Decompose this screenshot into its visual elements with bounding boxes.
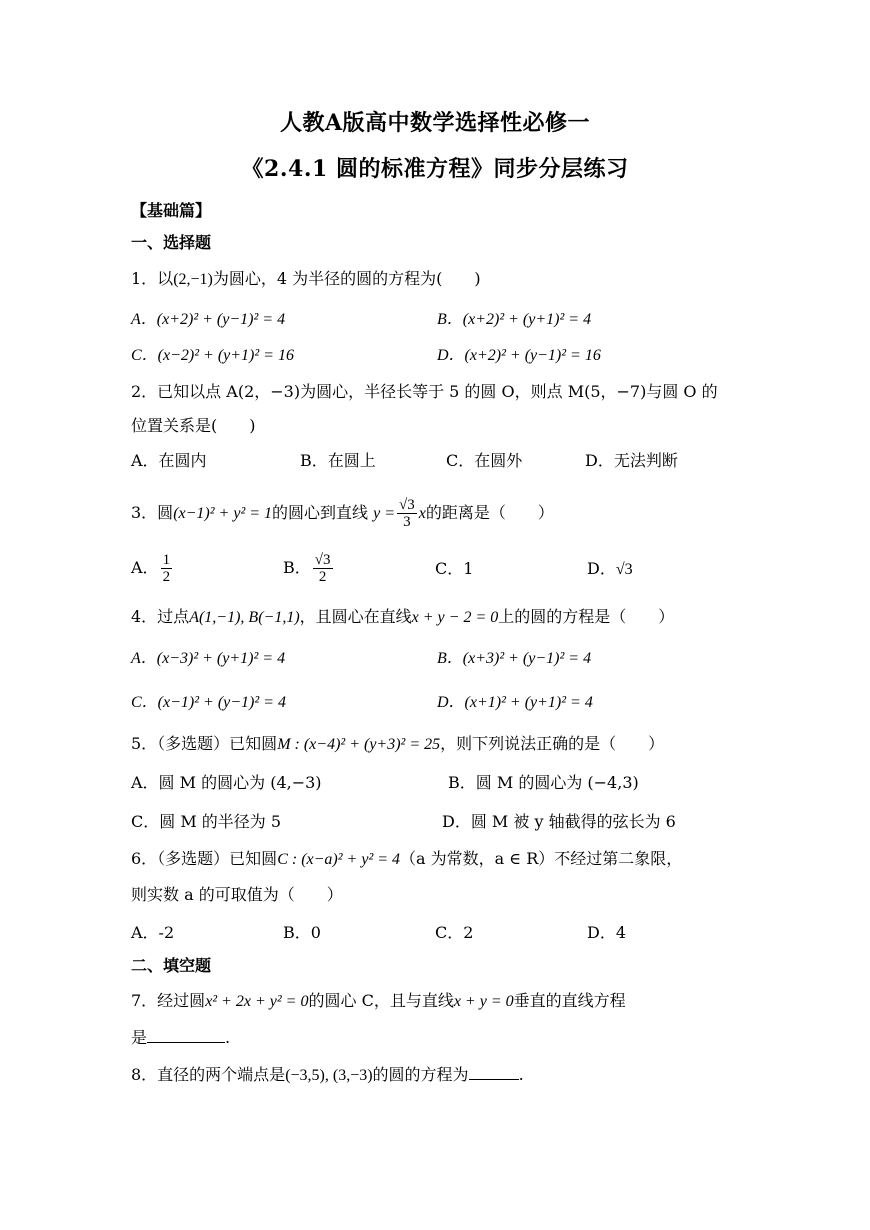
- question-7-period: .: [225, 1028, 231, 1047]
- question-3-text-b: 的圆心到直线: [272, 503, 369, 522]
- question-3-line-lhs: y =: [373, 505, 396, 522]
- question-3-text-a: 3．圆: [131, 503, 174, 522]
- question-3-fraction: [397, 497, 417, 530]
- question-8: [131, 1064, 524, 1087]
- question-7-line-2: [131, 1027, 230, 1049]
- document-subtitle: 《2.4.1 圆的标准方程》同步分层练习: [241, 156, 629, 182]
- question-3-option-d: [587, 558, 633, 581]
- question-4-option-d: D．(x+1)² + (y+1)² = 4: [437, 694, 593, 711]
- question-3-option-d-value: √3: [615, 561, 633, 578]
- question-3-fraction-denominator: 3: [403, 514, 411, 530]
- question-1-point: (2,−1): [173, 271, 213, 288]
- question-6-line-2: 则实数 a 的可取值为（ ）: [131, 885, 343, 904]
- question-7-line-2-text: 是: [131, 1028, 148, 1047]
- question-5: [131, 733, 664, 756]
- question-2-option-c: C．在圆外: [446, 451, 523, 470]
- question-6-equation: C : (x−a)² + y² = 4: [277, 851, 401, 868]
- question-3-option-b-label: B．: [283, 558, 311, 577]
- question-7-line-1: [131, 990, 626, 1013]
- question-8-period: .: [518, 1065, 524, 1084]
- question-3-option-a-fraction: [161, 552, 173, 585]
- question-5-option-b: B．圆 M 的圆心为 (−4,3): [448, 773, 639, 792]
- question-5-option-d: D．圆 M 被 y 轴截得的弦长为 6: [442, 812, 676, 831]
- question-3-option-b-denominator: 2: [318, 569, 327, 585]
- question-4-line: x + y − 2 = 0: [411, 609, 499, 626]
- question-3-option-b-numerator: √3: [314, 552, 331, 568]
- question-1-option-b: B．(x+2)² + (y+1)² = 4: [437, 311, 592, 328]
- question-6-text-a: 6．（多选题）已知圆: [131, 849, 278, 868]
- question-3-fraction-numerator: √3: [399, 497, 415, 513]
- question-6-option-a: A．-2: [131, 923, 175, 942]
- question-2-option-a: A．在圆内: [131, 451, 207, 470]
- question-6-option-b: B．0: [283, 923, 321, 942]
- question-1-text-a: 1．以: [131, 269, 174, 288]
- question-1-option-c: C．(x−2)² + (y+1)² = 16: [131, 347, 294, 364]
- question-6-line-1: [131, 848, 682, 871]
- question-3-option-c: C．1: [435, 559, 474, 578]
- question-3-option-a-denominator: 2: [162, 569, 171, 585]
- question-5-text-a: 5．（多选题）已知圆: [131, 734, 278, 753]
- question-4-text-a: 4．过点: [131, 607, 190, 626]
- question-4-option-b: B．(x+3)² + (y−1)² = 4: [437, 650, 592, 667]
- question-3-line-rhs: x: [418, 505, 426, 522]
- question-5-text-b: ，则下列说法正确的是（ ）: [440, 734, 665, 753]
- question-2-line-2: 位置关系是( ): [131, 416, 256, 435]
- question-4-option-c: C．(x−1)² + (y−1)² = 4: [131, 694, 286, 711]
- question-4: [131, 606, 674, 629]
- question-1-option-d: D．(x+2)² + (y−1)² = 16: [437, 347, 601, 364]
- question-8-answer-blank[interactable]: [469, 1065, 519, 1080]
- question-3-option-a-label: A．: [131, 558, 159, 577]
- question-6-text-b: （a 为常数，a ∈ R）不经过第二象限，: [400, 849, 683, 868]
- question-6-option-c: C．2: [435, 923, 474, 942]
- question-1-text-b: 为圆心，4 为半径的圆的方程为( ): [212, 269, 481, 288]
- question-4-points: A(1,−1), B(−1,1): [189, 609, 300, 626]
- question-3-option-a-numerator: 1: [162, 552, 171, 568]
- document-title: 人教A版高中数学选择性必修一: [279, 110, 591, 136]
- question-3-text-c: 的距离是（ ）: [425, 503, 554, 522]
- question-3: [131, 497, 554, 530]
- question-8-text-b: 的圆的方程为: [372, 1065, 469, 1084]
- question-7-text-a: 7．经过圆: [131, 991, 206, 1010]
- question-5-option-c: C．圆 M 的半径为 5: [131, 812, 282, 831]
- question-3-equation: (x−1)² + y² = 1: [173, 505, 273, 522]
- question-8-text-a: 8．直径的两个端点是: [131, 1065, 286, 1084]
- question-2-option-b: B．在圆上: [300, 451, 376, 470]
- question-7-line: x + y = 0: [453, 993, 514, 1010]
- part-heading-fill: 二、填空题: [131, 956, 212, 975]
- question-5-option-a: A．圆 M 的圆心为 (4,−3): [131, 773, 322, 792]
- question-2-option-d: D．无法判断: [585, 451, 678, 470]
- question-3-option-d-label: D．: [587, 559, 616, 578]
- question-4-text-b: ，且圆心在直线: [299, 607, 412, 626]
- question-5-equation: M : (x−4)² + (y+3)² = 25: [277, 736, 441, 753]
- question-4-option-a: A．(x−3)² + (y+1)² = 4: [131, 650, 286, 667]
- question-1: [131, 268, 481, 291]
- question-4-text-c: 上的圆的方程是（ ）: [498, 607, 675, 626]
- question-3-option-b: [283, 552, 335, 585]
- question-6-option-d: D．4: [587, 923, 627, 942]
- section-label: 【基础篇】: [131, 201, 212, 220]
- question-3-option-b-fraction: [313, 552, 333, 585]
- part-heading-choice: 一、选择题: [131, 233, 212, 252]
- question-7-answer-blank[interactable]: [147, 1028, 225, 1043]
- question-7-text-b: 的圆心 C，且与直线: [308, 991, 454, 1010]
- question-8-points: (−3,5), (3,−3): [285, 1067, 373, 1084]
- question-2-line-1: 2．已知以点 A(2，−3)为圆心，半径长等于 5 的圆 O，则点 M(5，−7)与圆 O 的: [131, 382, 718, 401]
- question-7-equation: x² + 2x + y² = 0: [205, 993, 309, 1010]
- question-3-option-a: [131, 552, 174, 585]
- question-1-option-a: A．(x+2)² + (y−1)² = 4: [131, 311, 286, 328]
- question-7-text-c: 垂直的直线方程: [513, 991, 626, 1010]
